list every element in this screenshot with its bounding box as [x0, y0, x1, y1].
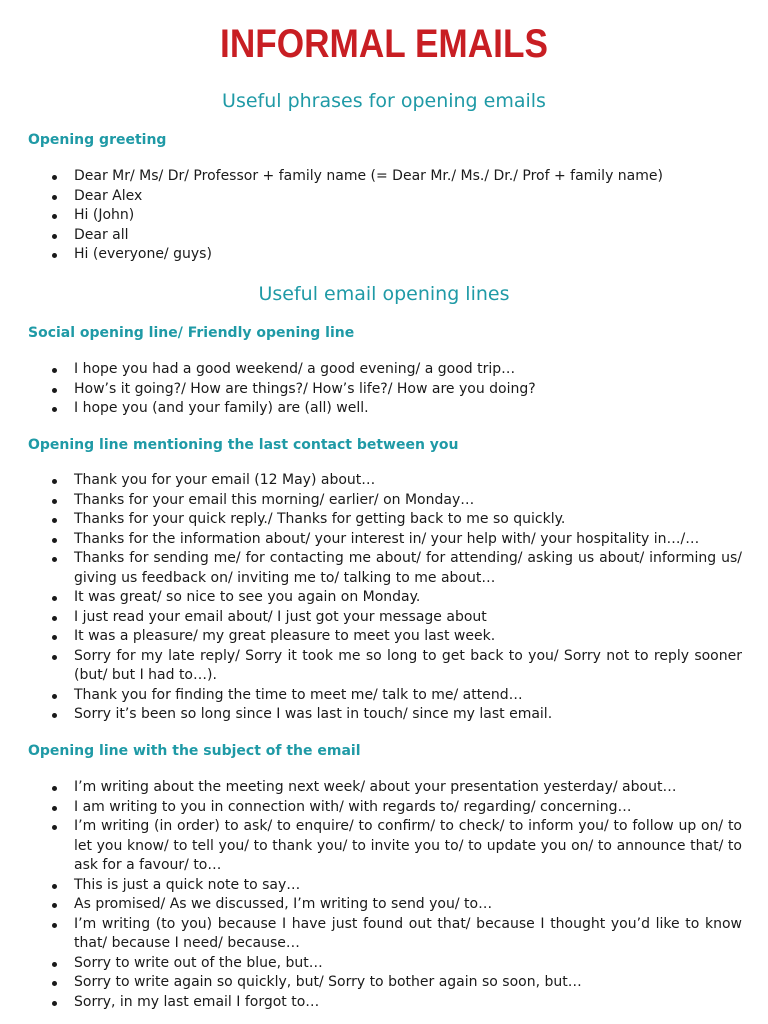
- list-item: Dear Alex: [0, 187, 742, 207]
- list-item: I am writing to you in connection with/ with regards to/ regarding/ concerning…: [0, 798, 742, 818]
- list-item: Dear all: [0, 226, 742, 246]
- list-item: I’m writing (in order) to ask/ to enquire/ to confirm/ to check/ to inform you/ to follow up on/ to let you know/ to tell you/ to thank you/ to invite you to/ to update you on/ to announce that/ to ask for a favour/ to…: [0, 817, 742, 876]
- list-item: Hi (John): [0, 206, 742, 226]
- list-item: Sorry it’s been so long since I was last in touch/ since my last email.: [0, 705, 742, 725]
- subheading-opening-greeting: Opening greeting: [28, 132, 167, 148]
- list-item: Sorry to write out of the blue, but…: [0, 954, 742, 974]
- list-item: Thanks for the information about/ your interest in/ your help with/ your hospitality in…/…: [0, 530, 742, 550]
- list-item: Thank you for your email (12 May) about…: [0, 471, 742, 491]
- section-heading-opening-phrases: Useful phrases for opening emails: [222, 90, 546, 112]
- page-title: INFORMAL EMAILS: [220, 22, 548, 66]
- list-item: How’s it going?/ How are things?/ How’s life?/ How are you doing?: [0, 380, 742, 400]
- list-item: This is just a quick note to say…: [0, 876, 742, 896]
- list-social-opening-line: [0, 360, 768, 419]
- list-item: I hope you (and your family) are (all) well.: [0, 399, 742, 419]
- list-item: It was great/ so nice to see you again on Monday.: [0, 588, 742, 608]
- list-item: Hi (everyone/ guys): [0, 245, 742, 265]
- list-item: I just read your email about/ I just got your message about: [0, 608, 742, 628]
- list-item: Sorry for my late reply/ Sorry it took me so long to get back to you/ Sorry not to reply sooner (but/ but I had to…).: [0, 647, 742, 686]
- list-subject-of-email: [0, 778, 768, 1012]
- list-item: I hope you had a good weekend/ a good evening/ a good trip…: [0, 360, 742, 380]
- list-item: Thanks for sending me/ for contacting me about/ for attending/ asking us about/ informing us/ giving us feedback on/ inviting me to/ talking to me about…: [0, 549, 742, 588]
- list-item: It was a pleasure/ my great pleasure to meet you last week.: [0, 627, 742, 647]
- section-heading-opening-lines: Useful email opening lines: [258, 283, 510, 305]
- subheading-last-contact: Opening line mentioning the last contact between you: [28, 437, 459, 453]
- list-item: Sorry, in my last email I forgot to…: [0, 993, 742, 1013]
- list-item: Thanks for your email this morning/ earlier/ on Monday…: [0, 491, 742, 511]
- list-item: Thanks for your quick reply./ Thanks for getting back to me so quickly.: [0, 510, 742, 530]
- list-opening-greeting: [0, 167, 768, 265]
- list-item: Dear Mr/ Ms/ Dr/ Professor + family name (= Dear Mr./ Ms./ Dr./ Prof + family name): [0, 167, 742, 187]
- subheading-subject-of-email: Opening line with the subject of the email: [28, 743, 361, 759]
- list-item: As promised/ As we discussed, I’m writing to send you/ to…: [0, 895, 742, 915]
- list-item: I’m writing (to you) because I have just found out that/ because I thought you’d like to know that/ because I need/ because…: [0, 915, 742, 954]
- subheading-social-opening-line: Social opening line/ Friendly opening line: [28, 325, 355, 341]
- list-item: Thank you for finding the time to meet me/ talk to me/ attend…: [0, 686, 742, 706]
- list-last-contact: [0, 471, 768, 725]
- list-item: I’m writing about the meeting next week/ about your presentation yesterday/ about…: [0, 778, 742, 798]
- list-item: Sorry to write again so quickly, but/ Sorry to bother again so soon, but…: [0, 973, 742, 993]
